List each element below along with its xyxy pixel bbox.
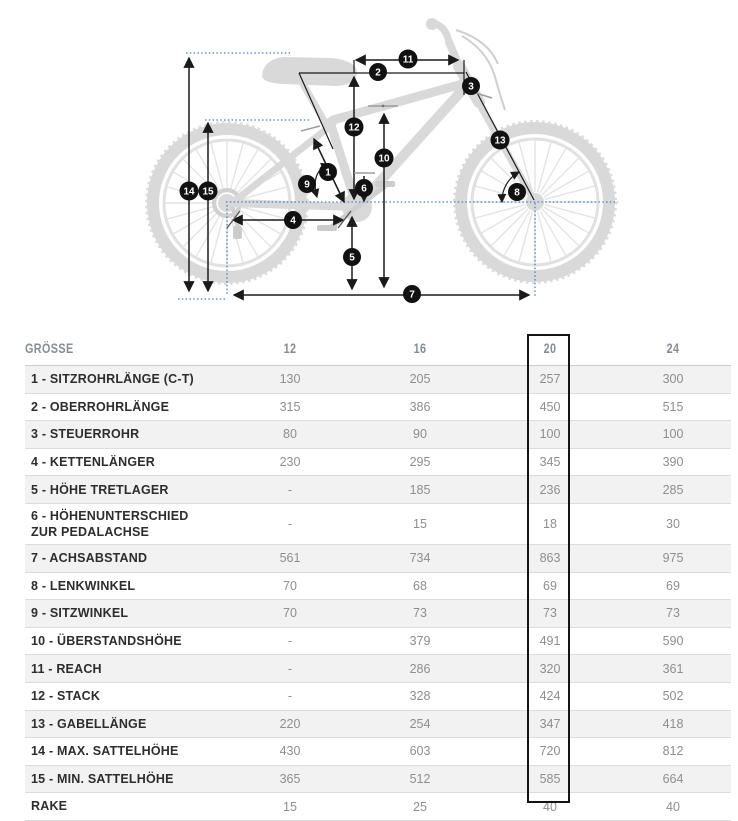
geometry-value: 585 bbox=[485, 765, 615, 793]
geometry-row-label: 9 - SITZWINKEL bbox=[25, 600, 225, 628]
geometry-value: 236 bbox=[485, 476, 615, 504]
marker-10-label: 10 bbox=[378, 153, 390, 165]
pedal bbox=[375, 181, 395, 187]
grip bbox=[426, 18, 438, 30]
geometry-value: 561 bbox=[225, 544, 355, 572]
stem bbox=[449, 42, 459, 66]
marker-6-label: 6 bbox=[361, 183, 367, 195]
marker-2-label: 2 bbox=[375, 67, 381, 79]
marker-7-label: 7 bbox=[409, 289, 415, 301]
table-row bbox=[25, 793, 731, 821]
geometry-table-wrap bbox=[25, 333, 731, 821]
marker-5-label: 5 bbox=[349, 252, 355, 264]
geometry-value: 295 bbox=[355, 448, 485, 476]
geometry-value: 90 bbox=[355, 421, 485, 449]
marker-13-label: 13 bbox=[494, 135, 506, 147]
geometry-value: 257 bbox=[485, 366, 615, 394]
geometry-row-label: 1 - SITZROHRLÄNGE (C-T) bbox=[25, 366, 225, 394]
geometry-value: 220 bbox=[225, 710, 355, 738]
table-row bbox=[25, 544, 731, 572]
marker-15-label: 15 bbox=[202, 186, 214, 198]
geometry-value: 73 bbox=[615, 600, 731, 628]
geometry-value: 315 bbox=[225, 393, 355, 421]
geometry-value: 300 bbox=[615, 366, 731, 394]
geometry-value: 18 bbox=[485, 503, 615, 544]
geometry-row-label: 2 - OBERROHRLÄNGE bbox=[25, 393, 225, 421]
table-row bbox=[25, 421, 731, 449]
geometry-value: - bbox=[225, 682, 355, 710]
geometry-value: 603 bbox=[355, 738, 485, 766]
geometry-value: 130 bbox=[225, 366, 355, 394]
size-column-header-16[interactable]: 16 bbox=[355, 333, 485, 366]
geometry-value: 205 bbox=[355, 366, 485, 394]
geometry-value: 69 bbox=[485, 572, 615, 600]
pedal bbox=[317, 225, 337, 231]
geometry-value: 320 bbox=[485, 655, 615, 683]
geometry-value: 73 bbox=[355, 600, 485, 628]
table-row bbox=[25, 476, 731, 504]
size-column-header-24[interactable]: 24 bbox=[615, 333, 731, 366]
geometry-row-label: 10 - ÜBERSTANDSHÖHE bbox=[25, 627, 225, 655]
geometry-value: 347 bbox=[485, 710, 615, 738]
geometry-value: 25 bbox=[355, 793, 485, 821]
geometry-value: 365 bbox=[225, 765, 355, 793]
marker-14-label: 14 bbox=[183, 186, 195, 198]
geometry-value: 70 bbox=[225, 572, 355, 600]
marker-4-label: 4 bbox=[290, 215, 296, 227]
geometry-value: 590 bbox=[615, 627, 731, 655]
geometry-value: 70 bbox=[225, 600, 355, 628]
geometry-value: 345 bbox=[485, 448, 615, 476]
geometry-value: - bbox=[225, 476, 355, 504]
geometry-value: 100 bbox=[615, 421, 731, 449]
geometry-value: - bbox=[225, 503, 355, 544]
marker-1-label: 1 bbox=[325, 167, 331, 179]
geometry-value: 720 bbox=[485, 738, 615, 766]
geometry-value: 73 bbox=[485, 600, 615, 628]
table-row bbox=[25, 503, 731, 544]
marker-8-label: 8 bbox=[514, 187, 520, 199]
table-row bbox=[25, 765, 731, 793]
geometry-row-label: 14 - MAX. SATTELHÖHE bbox=[25, 738, 225, 766]
geometry-value: 40 bbox=[615, 793, 731, 821]
table-row bbox=[25, 448, 731, 476]
marker-9-label: 9 bbox=[304, 179, 310, 191]
geometry-value: 512 bbox=[355, 765, 485, 793]
geometry-value: 40 bbox=[485, 793, 615, 821]
geometry-table bbox=[25, 333, 731, 821]
geometry-value: 80 bbox=[225, 421, 355, 449]
geometry-value: 390 bbox=[615, 448, 731, 476]
geometry-value: 734 bbox=[355, 544, 485, 572]
table-row bbox=[25, 655, 731, 683]
marker-12-label: 12 bbox=[348, 122, 360, 134]
geometry-value: 69 bbox=[615, 572, 731, 600]
geometry-value: 285 bbox=[615, 476, 731, 504]
geometry-value: 664 bbox=[615, 765, 731, 793]
size-header: GRÖSSE bbox=[25, 333, 225, 366]
table-row bbox=[25, 738, 731, 766]
table-row bbox=[25, 393, 731, 421]
geometry-value: 515 bbox=[615, 393, 731, 421]
geometry-row-label: 12 - STACK bbox=[25, 682, 225, 710]
marker-11-label: 11 bbox=[402, 54, 414, 66]
geometry-value: 286 bbox=[355, 655, 485, 683]
geometry-value: 15 bbox=[355, 503, 485, 544]
table-header-row bbox=[25, 333, 731, 366]
geometry-row-label: 15 - MIN. SATTELHÖHE bbox=[25, 765, 225, 793]
geometry-value: - bbox=[225, 655, 355, 683]
geometry-row-label: 5 - HÖHE TRETLAGER bbox=[25, 476, 225, 504]
size-column-header-20[interactable]: 20 bbox=[485, 333, 615, 366]
marker-3-label: 3 bbox=[468, 81, 474, 93]
geometry-row-label: 3 - STEUERROHR bbox=[25, 421, 225, 449]
bike-geometry-diagram bbox=[0, 0, 738, 328]
geometry-value: 975 bbox=[615, 544, 731, 572]
geometry-value: 254 bbox=[355, 710, 485, 738]
table-row bbox=[25, 710, 731, 738]
geometry-value: 100 bbox=[485, 421, 615, 449]
geometry-row-label: 13 - GABELLÄNGE bbox=[25, 710, 225, 738]
chainstay bbox=[232, 203, 357, 207]
table-row bbox=[25, 600, 731, 628]
geometry-value: - bbox=[225, 627, 355, 655]
geometry-value: 502 bbox=[615, 682, 731, 710]
geometry-value: 812 bbox=[615, 738, 731, 766]
geometry-value: 361 bbox=[615, 655, 731, 683]
geometry-row-label: 8 - LENKWINKEL bbox=[25, 572, 225, 600]
geometry-value: 379 bbox=[355, 627, 485, 655]
table-row bbox=[25, 572, 731, 600]
geometry-value: 15 bbox=[225, 793, 355, 821]
geometry-value: 430 bbox=[225, 738, 355, 766]
geometry-value: 863 bbox=[485, 544, 615, 572]
table-row bbox=[25, 682, 731, 710]
geometry-row-label: 7 - ACHSABSTAND bbox=[25, 544, 225, 572]
size-column-header-12[interactable]: 12 bbox=[225, 333, 355, 366]
geometry-value: 450 bbox=[485, 393, 615, 421]
table-row bbox=[25, 366, 731, 394]
geometry-value: 30 bbox=[615, 503, 731, 544]
geometry-row-label: 11 - REACH bbox=[25, 655, 225, 683]
geometry-value: 418 bbox=[615, 710, 731, 738]
geometry-value: 386 bbox=[355, 393, 485, 421]
geometry-row-label: 6 - HÖHENUNTERSCHIED ZUR PEDALACHSE bbox=[25, 503, 225, 544]
table-row bbox=[25, 627, 731, 655]
geometry-row-label: RAKE bbox=[25, 793, 225, 821]
geometry-value: 185 bbox=[355, 476, 485, 504]
geometry-value: 68 bbox=[355, 572, 485, 600]
geometry-value: 328 bbox=[355, 682, 485, 710]
geometry-value: 424 bbox=[485, 682, 615, 710]
saddle bbox=[262, 57, 357, 86]
geometry-value: 491 bbox=[485, 627, 615, 655]
geometry-row-label: 4 - KETTENLÄNGER bbox=[25, 448, 225, 476]
geometry-value: 230 bbox=[225, 448, 355, 476]
